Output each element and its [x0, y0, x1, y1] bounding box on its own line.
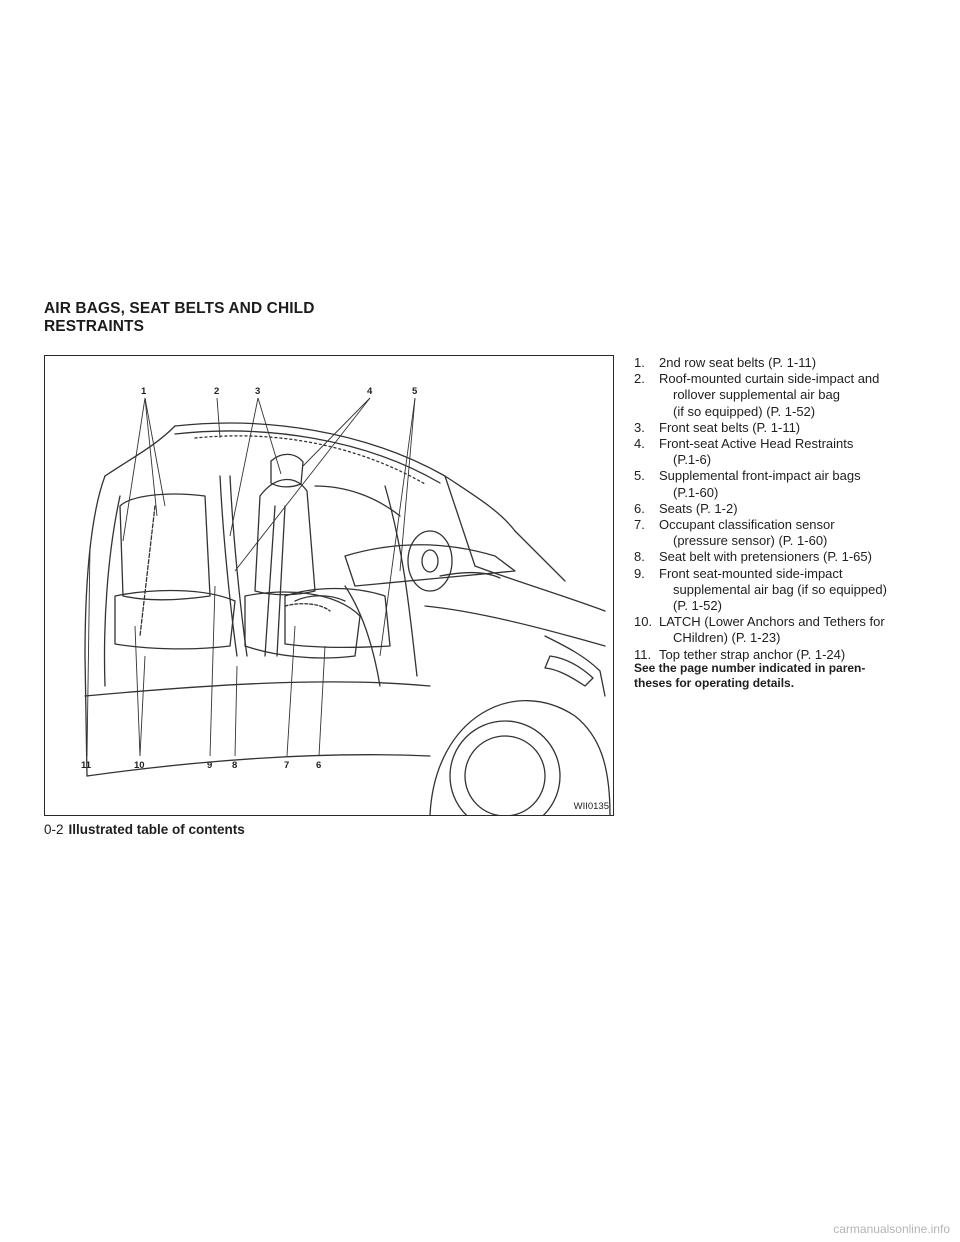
front-seat-back [255, 480, 315, 595]
legend-item-line: (P.1-6) [673, 452, 712, 468]
callout-4: 4 [367, 386, 373, 397]
callout-5: 5 [412, 386, 418, 397]
callout-10: 10 [134, 760, 145, 771]
center-console [285, 589, 390, 648]
legend-item-number: 6. [634, 500, 645, 516]
callout-8: 8 [232, 760, 238, 771]
page-number: 0-2 [44, 822, 64, 837]
legend-item-number: 11. [634, 646, 652, 662]
vehicle-illustration [44, 355, 614, 816]
legend-item-number: 4. [634, 436, 645, 452]
callout-3: 3 [255, 386, 261, 397]
windshield-edge [445, 476, 475, 566]
rear-belt [140, 506, 155, 636]
front-belt [265, 506, 275, 656]
steering-wheel [408, 531, 452, 591]
legend-item-line: LATCH (Lower Anchors and Tethers for [659, 614, 885, 630]
legend-item [634, 468, 934, 500]
callout-9: 9 [207, 760, 213, 771]
legend-item-line: Supplemental front-impact air bags [659, 468, 861, 484]
legend-item-line: Seat belt with pretensioners (P. 1-65) [659, 549, 872, 565]
roof-outline [175, 423, 515, 531]
legend-item-number: 1. [634, 355, 645, 370]
section-title-line-1: AIR BAGS, SEAT BELTS AND CHILD [44, 300, 315, 317]
front-seat-cushion [245, 592, 360, 658]
legend-item-line: (pressure sensor) (P. 1-60) [673, 533, 828, 549]
dashboard [345, 545, 515, 586]
legend-item [634, 355, 934, 371]
legend-item [634, 566, 934, 615]
callout-7: 7 [284, 760, 290, 771]
legend-item-line: Front seat belts (P. 1-11) [659, 419, 801, 435]
headlamp [545, 656, 593, 686]
callout-2: 2 [214, 386, 220, 397]
legend-item [634, 420, 934, 436]
rear-seat-back [120, 494, 210, 600]
wheel-arch [430, 701, 610, 815]
legend-item-line: Top tether strap anchor (P. 1-24) [659, 646, 846, 662]
legend-item-number: 9. [634, 565, 645, 581]
roof-rail [175, 431, 440, 483]
sill-line [85, 682, 430, 696]
section-title-line-2: RESTRAINTS [44, 318, 145, 335]
legend-item-line: Front seat-mounted side-impact [659, 565, 843, 581]
footer-title: Illustrated table of contents [68, 822, 245, 837]
legend-item-line: Front-seat Active Head Restraints [659, 436, 854, 452]
operating-details-note [634, 661, 934, 690]
b-pillar [220, 476, 237, 656]
front-wheel [450, 721, 560, 815]
legend-item-line: (P.1-60) [673, 484, 719, 500]
watermark: carmanualsonline.info [833, 1222, 950, 1236]
legend-item-line: Roof-mounted curtain side-impact and [659, 371, 880, 387]
note-line-1: See the page number indicated in paren- [634, 661, 866, 675]
legend-item-number: 2. [634, 371, 645, 387]
legend-item-number: 5. [634, 468, 645, 484]
legend-item-line: Occupant classification sensor [659, 517, 835, 533]
legend-item [634, 517, 934, 549]
section-title [44, 300, 404, 336]
legend-item-line: rollover supplemental air bag [673, 387, 840, 403]
legend-item [634, 549, 934, 565]
legend-item-number: 8. [634, 549, 645, 565]
legend-item-number: 10. [634, 614, 653, 630]
legend-item-line: 2nd row seat belts (P. 1-11) [659, 355, 817, 370]
rear-body-line [85, 476, 105, 776]
legend-item-line: CHildren) (P. 1-23) [673, 630, 781, 646]
legend-list [634, 355, 934, 663]
legend-item [634, 501, 934, 517]
legend-item-line: (P. 1-52) [673, 598, 722, 614]
callout-11: 11 [81, 760, 92, 771]
legend-item-line: supplemental air bag (if so equipped) [673, 581, 887, 597]
legend-item-number: 3. [634, 419, 645, 435]
callout-1: 1 [141, 386, 147, 397]
legend-item [634, 371, 934, 420]
callout-6: 6 [316, 760, 322, 771]
figure-code: WII0135 [573, 801, 609, 812]
legend-item [634, 436, 934, 468]
note-line-2: theses for operating details. [634, 675, 795, 690]
legend-item-number: 7. [634, 517, 645, 533]
vehicle-drawing [45, 356, 613, 815]
page-footer [44, 822, 245, 837]
legend-item [634, 614, 934, 646]
legend-item-line: Seats (P. 1-2) [659, 500, 738, 516]
legend-item-line: (if so equipped) (P. 1-52) [673, 403, 816, 419]
